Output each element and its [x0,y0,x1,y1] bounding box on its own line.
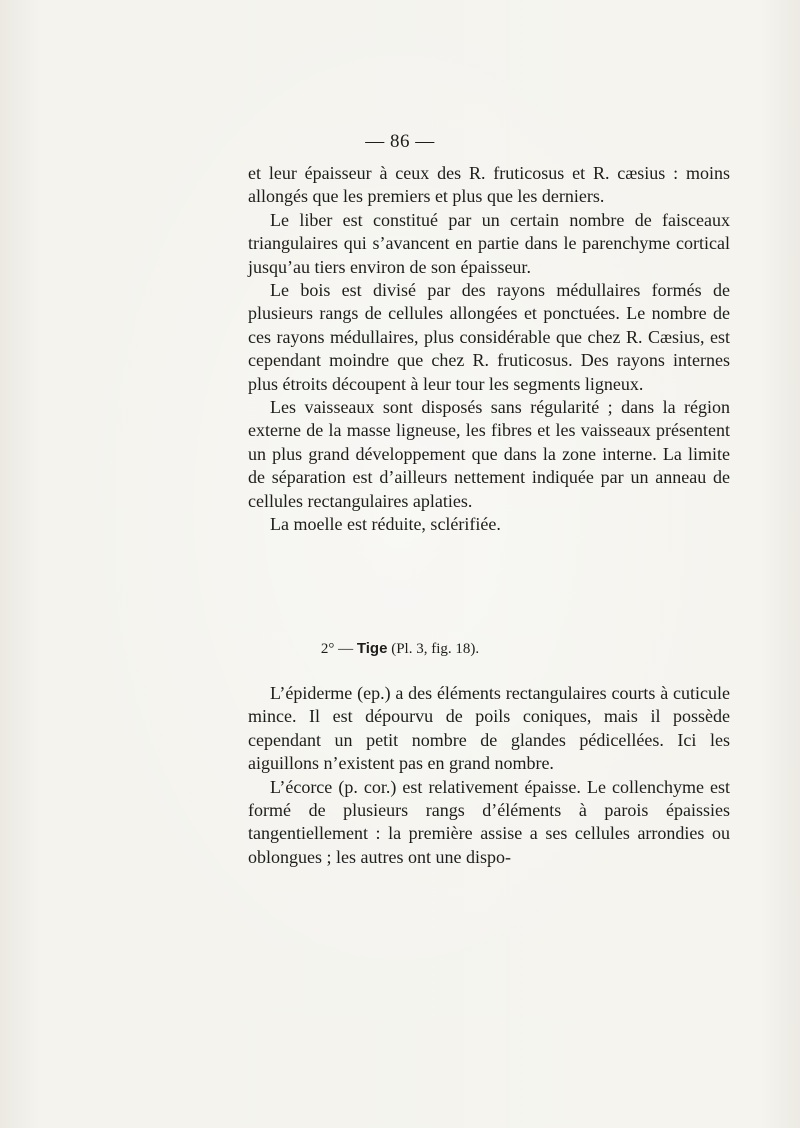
paragraph: L’écorce (p. cor.) est relativement épaisse. Le collenchyme est formé de plusieurs rangs d’éléments à parois épaissies tangentiellement : la première assise a ses cellules arrondies ou oblongues ; les autres ont une dispo- [248,776,730,867]
text-block-lower [248,682,730,869]
paragraph: Le liber est constitué par un certain nombre de faisceaux triangulaires qui s’avancent en partie dans le parenchyme cortical jusqu’au tiers environ de son épaisseur. [248,209,730,277]
section-heading [0,640,800,658]
paragraph: L’épiderme (ep.) a des éléments rectangulaires courts à cuticule mince. Il est dépourvu de poils coniques, mais il possède cependant un petit nombre de glandes pédicellées. Ici les aiguillons n’existent pas en grand nombre. [248,683,730,774]
page-number: — 86 — [365,131,435,152]
paragraph: Le bois est divisé par des rayons médullaires formés de plusieurs rangs de cellules allongées et ponctuées. Le nombre de ces rayons médullaires, plus considérable que chez R. Cæsius, est cependant moindre que chez R. fruticosus. Des rayons internes plus étroits découpent à leur tour les segments ligneux. [248,280,730,394]
section-dash: — [338,641,354,657]
paragraph: La moelle est réduite, sclérifiée. [270,514,501,535]
section-number: 2° [320,641,335,657]
section-title: Tige [356,640,388,657]
paragraph: Les vaisseaux sont disposés sans régularité ; dans la région externe de la masse ligneuse, les fibres et les vaisseaux présentent un plus grand développement que dans la zone interne. La limite de séparation est d’ailleurs nettement indiquée par un anneau de cellules rectangulaires aplaties. [248,397,730,511]
text-block-upper [248,162,730,537]
paragraph: et leur épaisseur à ceux des R. fruticosus et R. cæsius : moins allongés que les premiers et plus que les derniers. [248,163,730,207]
section-reference: (Pl. 3, fig. 18). [391,641,480,657]
